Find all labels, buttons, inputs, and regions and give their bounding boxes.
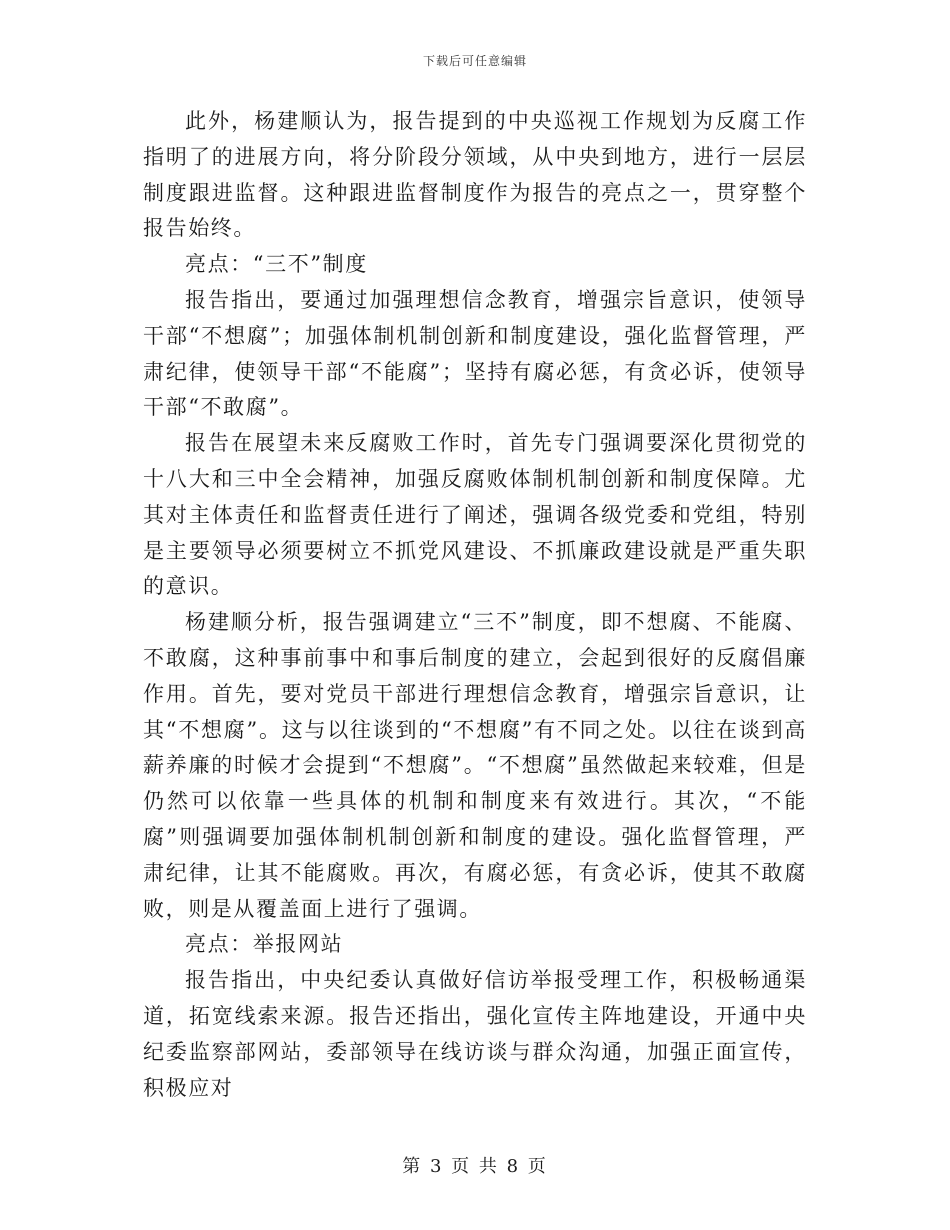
paragraph: 报告指出，中央纪委认真做好信访举报受理工作，积极畅通渠道，拓宽线索来源。报告还指出，强化宣传主阵地建设，开通中央纪委监察部网站，委部领导在线访谈与群众沟通，加强正面宣传，积极应对 [143,968,807,1100]
section-heading: 亮点：举报网站 [185,932,344,957]
page-header-note: 下载后可任意编辑 [422,54,527,68]
paragraph: 报告指出，要通过加强理想信念教育，增强宗旨意识，使领导干部“不想腐”；加强体制机制创新和制度建设，强化监督管理，严肃纪律，使领导干部“不能腐”；坚持有腐必惩，有贪必诉，使领导干部“不敢腐”。 [143,287,807,420]
page-number: 第 3 页 共 8 页 [402,1156,548,1177]
document-body [143,104,807,1106]
paragraph: 此外，杨建顺认为，报告提到的中央巡视工作规划为反腐工作指明了的进展方向，将分阶段分领域，从中央到地方，进行一层层制度跟进监督。这种跟进监督制度作为报告的亮点之一，贯穿整个报告始终。 [143,109,807,241]
section-heading: 亮点：“三不”制度 [185,252,368,277]
paragraph: 报告在展望未来反腐败工作时，首先专门强调要深化贯彻党的十八大和三中全会精神，加强反腐败体制机制创新和制度保障。尤其对主体责任和监督责任进行了阐述，强调各级党委和党组，特别是主要领导必须要树立不抓党风建设、不抓廉政建设就是严重失职的意识。 [143,431,807,599]
paragraph: 杨建顺分析，报告强调建立“三不”制度，即不想腐、不能腐、不敢腐，这种事前事中和事后制度的建立，会起到很好的反腐倡廉作用。首先，要对党员干部进行理想信念教育，增强宗旨意识，让其“不想腐”。这与以往谈到的“不想腐”有不同之处。以往在谈到高薪养廉的时候才会提到“不想腐”。“不想腐”虽然做起来较难，但是仍然可以依靠一些具体的机制和制度来有效进行。其次，“不能腐”则强调要加强体制机制创新和制度的建设。强化监督管理，严肃纪律，让其不能腐败。再次，有腐必惩，有贪必诉，使其不敢腐败，则是从覆盖面上进行了强调。 [143,610,807,921]
